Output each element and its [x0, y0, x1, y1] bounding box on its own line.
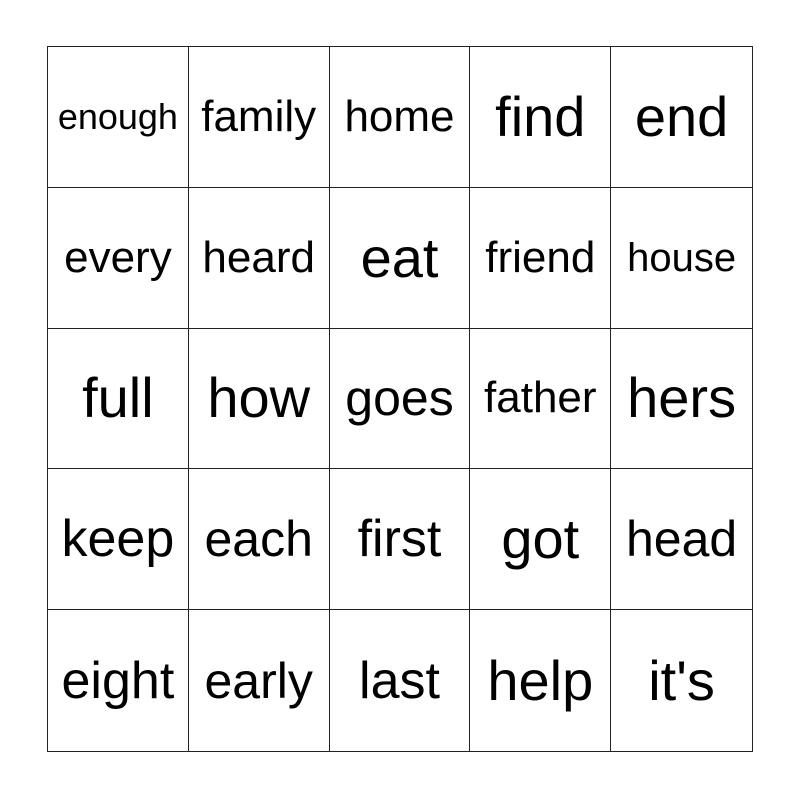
bingo-cell-word: keep	[61, 510, 175, 569]
bingo-board	[47, 46, 753, 752]
bingo-cell[interactable]	[611, 610, 752, 751]
bingo-cell[interactable]	[189, 610, 330, 751]
bingo-cell[interactable]	[330, 47, 471, 188]
bingo-cell[interactable]	[470, 47, 611, 188]
bingo-cell[interactable]	[189, 188, 330, 329]
bingo-cell-word: early	[204, 652, 313, 709]
bingo-cell-word: each	[204, 511, 313, 568]
bingo-cell-word: father	[484, 373, 597, 423]
bingo-cell[interactable]	[48, 610, 189, 751]
bingo-cell-word: every	[64, 232, 172, 282]
bingo-cell-word: goes	[345, 370, 454, 427]
bingo-cell[interactable]	[189, 329, 330, 470]
bingo-cell-word: help	[487, 648, 594, 712]
bingo-cell[interactable]	[48, 188, 189, 329]
bingo-cell-word: enough	[57, 95, 178, 137]
bingo-cell[interactable]	[189, 47, 330, 188]
bingo-cell[interactable]	[470, 329, 611, 470]
bingo-cell-word: it's	[648, 648, 715, 712]
bingo-cell-word: friend	[485, 232, 596, 282]
bingo-cell[interactable]	[611, 47, 752, 188]
bingo-cell[interactable]	[48, 329, 189, 470]
bingo-cell[interactable]	[611, 469, 752, 610]
bingo-cell-word: home	[344, 91, 455, 141]
bingo-cell[interactable]	[48, 47, 189, 188]
bingo-cell[interactable]	[330, 329, 471, 470]
bingo-cell[interactable]	[330, 469, 471, 610]
bingo-cell-word: hers	[627, 366, 737, 430]
bingo-cell[interactable]	[48, 469, 189, 610]
bingo-cell[interactable]	[611, 329, 752, 470]
bingo-cell[interactable]	[470, 188, 611, 329]
bingo-cell[interactable]	[611, 188, 752, 329]
bingo-cell[interactable]	[330, 610, 471, 751]
bingo-cell-word: how	[207, 366, 311, 430]
bingo-cell[interactable]	[330, 188, 471, 329]
bingo-cell-word: first	[357, 510, 442, 569]
bingo-cell[interactable]	[189, 469, 330, 610]
bingo-cell-word: eat	[360, 225, 439, 289]
bingo-cell[interactable]	[470, 469, 611, 610]
bingo-cell-word: heard	[202, 232, 315, 282]
bingo-cell-word: family	[201, 91, 317, 141]
bingo-cell-word: eight	[61, 651, 175, 710]
bingo-cell-word: got	[501, 507, 580, 571]
bingo-cell-word: house	[627, 235, 737, 280]
bingo-cell-word: last	[359, 651, 440, 710]
bingo-cell[interactable]	[470, 610, 611, 751]
bingo-cell-word: full	[82, 366, 154, 430]
bingo-cell-word: find	[495, 84, 586, 148]
bingo-cell-word: head	[625, 511, 738, 568]
bingo-cell-word: end	[634, 84, 729, 148]
